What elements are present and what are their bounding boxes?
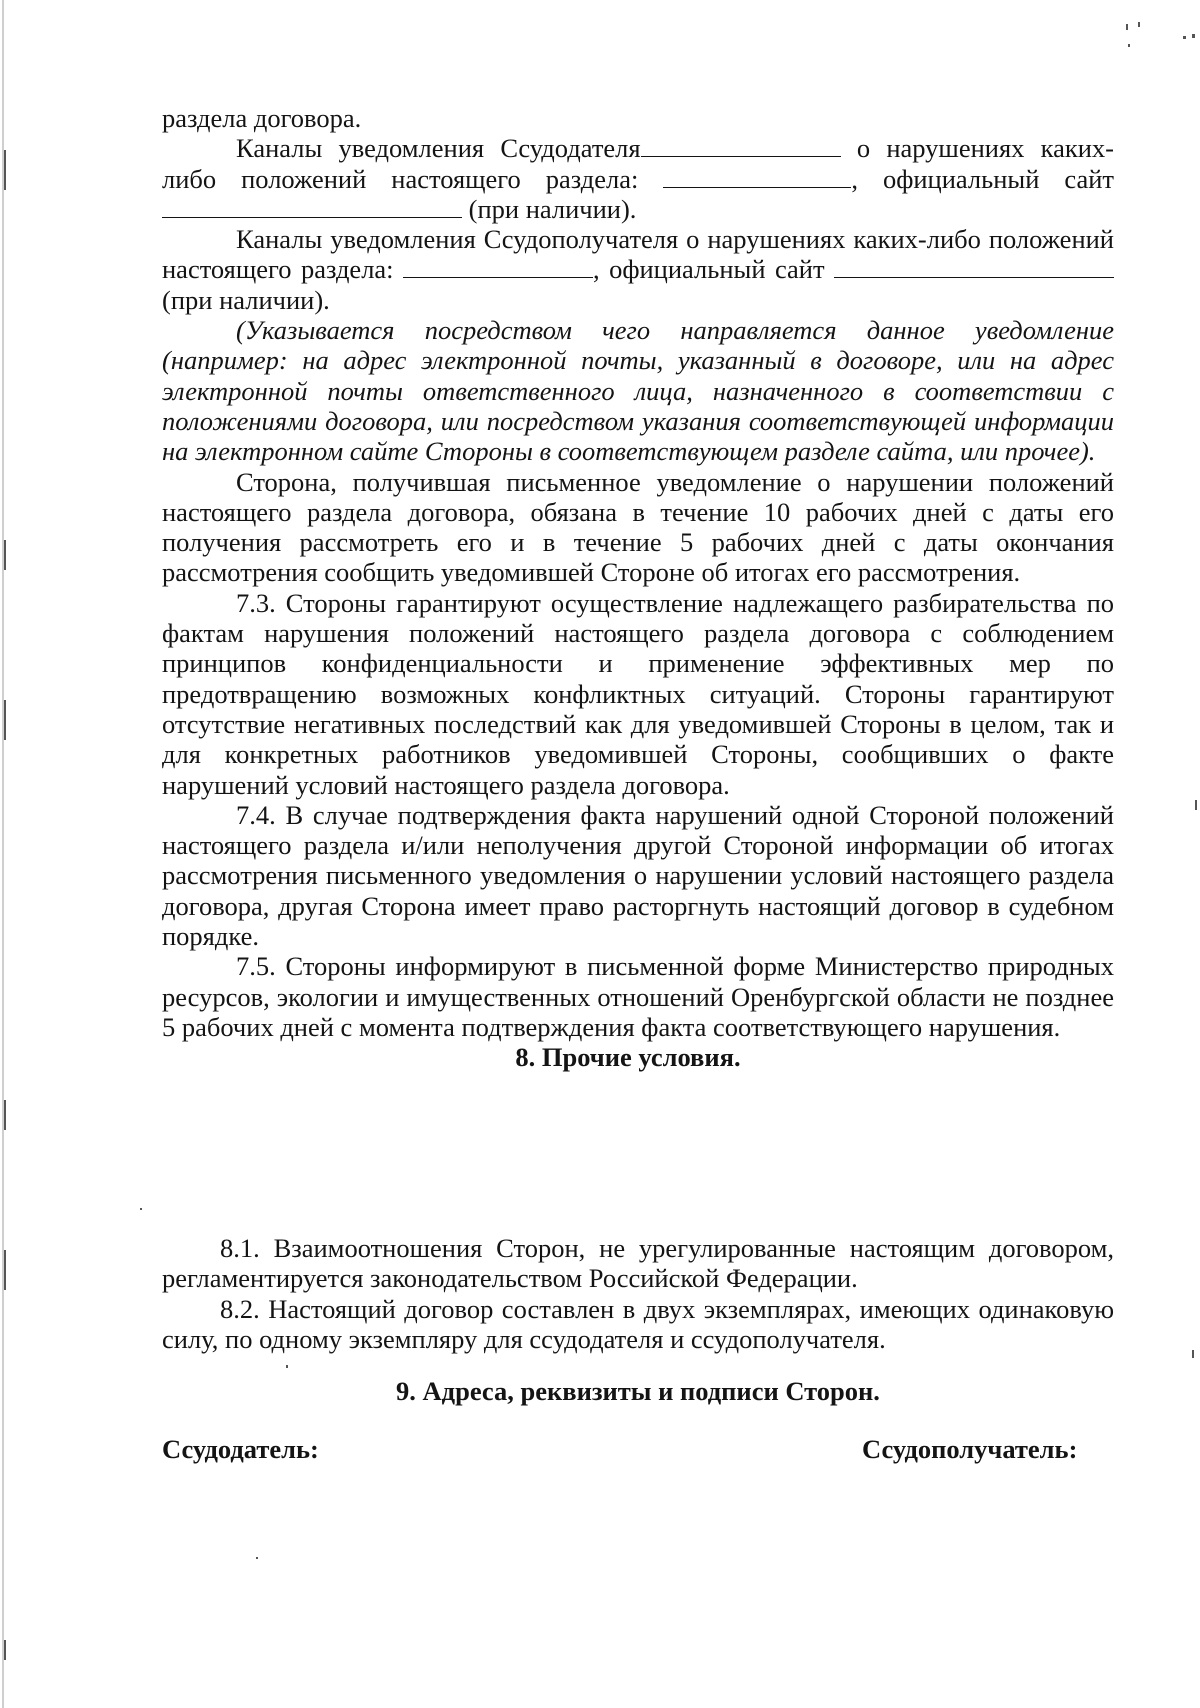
- paragraph-8-1: 8.1. Взаимоотношения Сторон, не урегулированные настоящим договором, регламентируется законодательством Российской Федерации.: [162, 1233, 1114, 1294]
- lender-signature-label: Ссудодатель:: [162, 1434, 319, 1464]
- paragraph-7-3: 7.3. Стороны гарантируют осуществление надлежащего разбирательства по фактам нарушения положений настоящего раздела договора с соблюдением принципов конфиденциальности и применение эффективных мер по предотвращению возможных конфликтных ситуаций. Стороны гарантируют отсутствие негативных последствий как для уведомившей Стороны в целом, так и для конкретных работников уведомившей Стороны, сообщивших о факте нарушений условий настоящего раздела договора.: [162, 587, 1114, 800]
- borrower-channel-blank: [403, 255, 593, 278]
- section-8-body: [162, 1233, 1114, 1354]
- section-7-continuation: [162, 103, 1114, 1073]
- paragraph-lender-channels: [162, 133, 1114, 224]
- section-9-heading: 9. Адреса, реквизиты и подписи Сторон.: [396, 1376, 880, 1406]
- borrower-signature-label: Ссудополучатель:: [862, 1434, 1078, 1464]
- lender-channels-text-c: , официальный сайт: [851, 163, 1114, 194]
- lender-site-blank: [162, 195, 462, 218]
- borrower-channels-text-c: (при наличии).: [162, 284, 330, 315]
- section-9: [162, 1376, 1114, 1406]
- lender-name-blank: [641, 134, 841, 157]
- lender-channels-text-d: (при наличии).: [468, 193, 637, 224]
- paragraph-7-4: 7.4. В случае подтверждения факта нарушений одной Стороной положений настоящего раздела и/или неполучения другой Стороной информации об итогах рассмотрения письменного уведомления о нарушении условий настоящего раздела договора, другая Сторона имеет право расторгнуть настоящий договор в судебном порядке.: [162, 799, 1114, 952]
- paragraph-end-of-7-2: раздела договора.: [162, 103, 362, 133]
- lender-channels-text-b: о нарушениях каких-либо положений настоящего раздела:: [162, 133, 1114, 194]
- paragraph-italic-instruction: (Указывается посредством чего направляется данное уведомление (например: на адрес электронной почты, указанный в договоре, или на адрес электронной почты ответственного лица, назначенного в соответствии с положениями договора, или посредством указания соответствующей информации на электронном сайте Стороны в соответствующем разделе сайта, или прочее).: [162, 315, 1114, 467]
- borrower-channels-text-a: Каналы уведомления Ссудополучателя о нарушениях каких-либо положений настоящего раздела:: [162, 224, 1114, 285]
- paragraph-8-2: 8.2. Настоящий договор составлен в двух экземплярах, имеющих одинаковую силу, по одному экземпляру для ссудодателя и ссудополучателя.: [162, 1293, 1114, 1354]
- paragraph-7-5: 7.5. Стороны информируют в письменной форме Министерство природных ресурсов, экологии и имущественных отношений Оренбургской области не позднее 5 рабочих дней с момента подтверждения факта соответствующего нарушения.: [162, 951, 1114, 1042]
- paragraph-borrower-channels: [162, 224, 1114, 315]
- lender-channel-blank: [663, 165, 851, 188]
- lender-channels-text-a: Каналы уведомления Ссудодателя: [236, 133, 641, 164]
- paragraph-notice-review: Сторона, получившая письменное уведомление о нарушении положений настоящего раздела договора, обязана в течение 10 рабочих дней с даты его получения рассмотреть его и в течение 5 рабочих дней с даты окончания рассмотрения сообщить уведомившей Стороне об итогах его рассмотрения.: [162, 466, 1114, 588]
- borrower-site-blank: [834, 255, 1114, 278]
- borrower-channels-text-b: , официальный сайт: [593, 254, 825, 285]
- section-8-heading: 8. Прочие условия.: [515, 1042, 741, 1073]
